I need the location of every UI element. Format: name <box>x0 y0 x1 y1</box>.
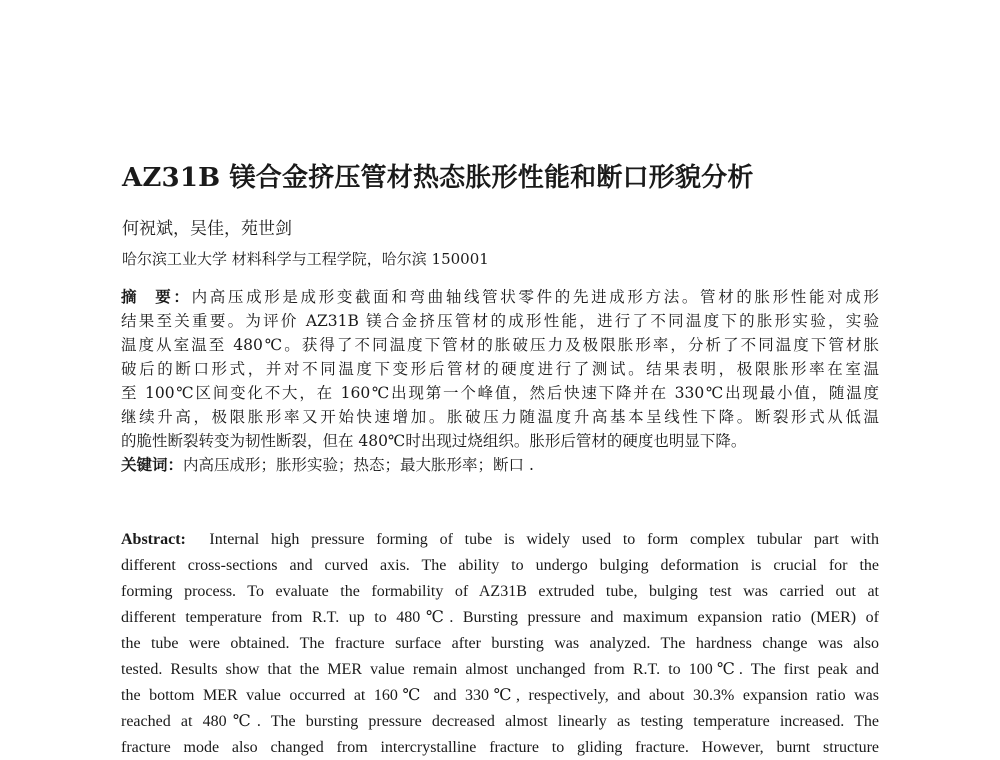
zh-abstract-line: 温度从室温至 480℃。获得了不同温度下管材的胀破压力及极限胀形率，分析了不同温度下管材胀 <box>121 336 879 354</box>
en-abstract-line: different temperature from R.T. up to 480℃. Bursting pressure and maximum expansion ratio (MER) of <box>121 609 879 626</box>
zh-abstract-text: 内高压成形是成形变截面和弯曲轴线管状零件的先进成形方法。管材的胀形性能对成形 <box>191 288 879 306</box>
en-abstract-line: forming process. To evaluate the formability of AZ31B extruded tube, bulging test was carried out at <box>121 583 879 600</box>
en-abstract-label: Abstract: <box>121 531 186 548</box>
zh-keywords-line <box>121 453 879 477</box>
zh-abstract-line: 继续升高，极限胀形率又开始快速增加。胀破压力随温度升高基本呈线性下降。断裂形式从低温 <box>121 408 879 426</box>
zh-keywords: 内高压成形；胀形实验；热态；最大胀形率；断口 . <box>183 456 534 474</box>
en-abstract-text: Internal high pressure forming of tube is widely used to form complex tubular part with <box>209 531 879 548</box>
author-list: 何祝斌，吴佳，苑世剑 <box>122 219 292 239</box>
affiliation: 哈尔滨工业大学 材料科学与工程学院，哈尔滨 150001 <box>122 250 489 268</box>
en-abstract-line: fracture mode also changed from intercrystalline fracture to gliding fracture. However, burnt structure <box>121 739 879 756</box>
en-abstract-line <box>121 527 879 553</box>
en-abstract-line: the tube were obtained. The fracture surface after bursting was analyzed. The hardness change was also <box>121 635 879 652</box>
en-abstract-line: different cross-sections and curved axis. The ability to undergo bulging deformation is crucial for the <box>121 557 879 574</box>
zh-abstract-line <box>121 285 879 309</box>
zh-abstract-line: 破后的断口形式，并对不同温度下变形后管材的硬度进行了测试。结果表明，极限胀形率在室温 <box>121 360 879 378</box>
paper-title: AZ31B 镁合金挤压管材热态胀形性能和断口形貌分析 <box>122 163 754 193</box>
zh-abstract-line: 的脆性断裂转变为韧性断裂，但在 480℃时出现过烧组织。胀形后管材的硬度也明显下降。 <box>121 432 747 450</box>
zh-keywords-label: 关键词： <box>121 455 184 474</box>
en-abstract-line: tested. Results show that the MER value remain almost unchanged from R.T. to 100℃. The first peak and <box>121 661 879 678</box>
zh-abstract-label: 摘 要： <box>121 287 192 306</box>
chinese-abstract <box>121 285 879 477</box>
zh-abstract-line: 结果至关重要。为评价 AZ31B 镁合金挤压管材的成形性能，进行了不同温度下的胀形实验，实验 <box>121 312 879 330</box>
english-abstract <box>121 527 879 760</box>
en-abstract-line: reached at 480℃. The bursting pressure decreased almost linearly as testing temperature increased. The <box>121 713 879 730</box>
zh-abstract-line: 至 100℃区间变化不大，在 160℃出现第一个峰值，然后快速下降并在 330℃出现最小值，随温度 <box>121 384 879 402</box>
en-abstract-line: the bottom MER value occurred at 160℃ and 330℃, respectively, and about 30.3% expansion ratio was <box>121 687 879 704</box>
